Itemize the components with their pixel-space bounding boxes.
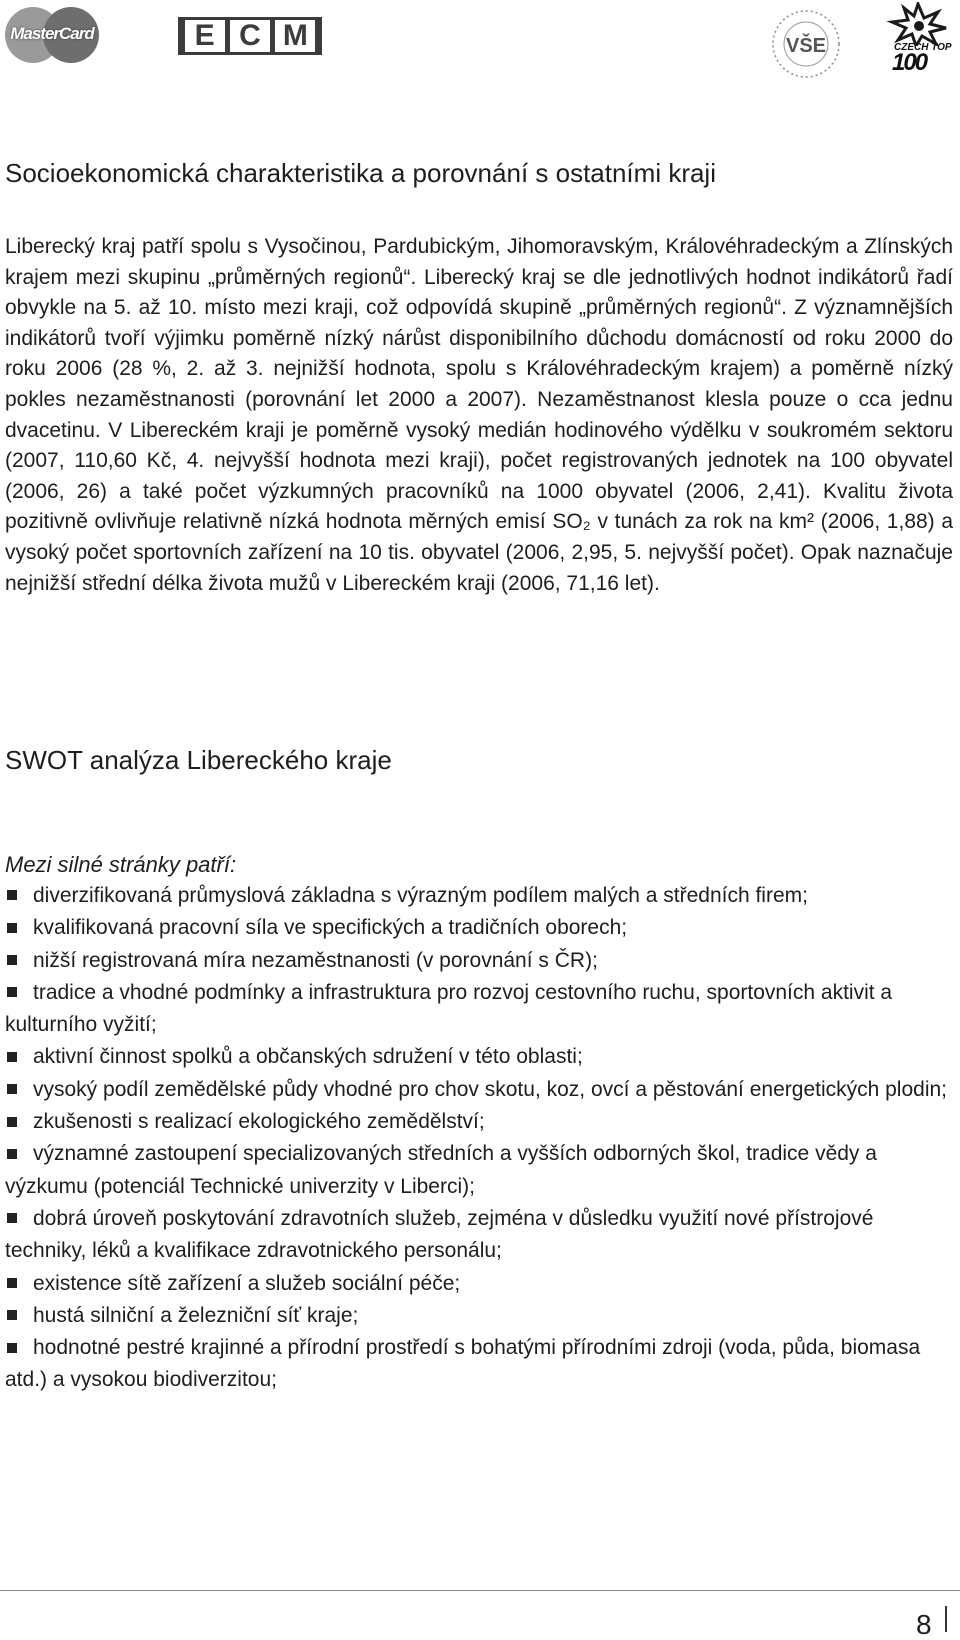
section-title-swot: SWOT analýza Libereckého kraje [5,745,392,775]
list-item: dobrá úroveň poskytování zdravotních služeb, zejména v důsledku využití nové přístrojové techniky, léků a kvalifikace zdravotnického personálu; [5,1206,874,1263]
page-number: 8 [916,1609,932,1640]
list-item: tradice a vhodné podmínky a infrastruktura pro rozvoj cestovního ruchu, sportovních aktivit a kulturního vyžití; [5,980,893,1037]
list-item: kvalifikovaná pracovní síla ve specifických a tradičních oborech; [5,912,955,944]
square-bullet-icon [7,1213,17,1223]
square-bullet-icon [7,955,17,965]
section-title-socioeconomic: Socioekonomická charakteristika a porovnání s ostatními kraji [5,158,716,188]
mastercard-logo: MasterCard [3,5,101,65]
square-bullet-icon [7,1084,17,1094]
square-bullet-icon [7,923,17,933]
list-item: zkušenosti s realizací ekologického zemědělství; [5,1106,955,1138]
socioeconomic-paragraph: Liberecký kraj patří spolu s Vysočinou, Pardubickým, Jihomoravským, Královéhradeckým a Zlínských krajem mezi skupinu „průměrných regionů“. Liberecký kraj se dle jednotlivých hodnot indikátorů řadí obvykle na 5. až 10. místo mezi kraji, což odpovídá skupině „průměrných regionů“. Z významnějších indikátorů tvoří výjimku poměrně nízký nárůst disponibilního důchodu domácností od roku 2000 do roku 2006 (28 %, 2. až 3. nejnižší hodnota, spolu s Královéhradeckým krajem) a poměrně nízký pokles nezaměstnanosti (porovnání let 2000 a 2007). Nezaměstnanost klesla pouze o cca jednu dvacetinu. V Libereckém kraji je poměrně vysoký medián hodinového výdělku v soukromém sektoru (2007, 110,60 Kč, 4. nejvyšší hodnota mezi kraji), počet registrovaných jednotek na 100 obyvatel (2006, 26) a také počet výzkumných pracovníků na 1000 obyvatel (2006, 2,41). Kvalitu života pozitivně ovlivňuje relativně nízká hodnota měrných emisí SO₂ v tunách za rok na km² (2006, 1,88) a vysoký počet sportovních zařízení na 10 tis. obyvatel (2006, 2,95, 5. nejvyšší počet). Opak naznačuje nejnižší střední délka života mužů v Libereckém kraji (2006, 71,16 let). [5,235,953,595]
square-bullet-icon [7,890,17,900]
strengths-intro: Mezi silné stránky patří: [5,852,237,877]
svg-text:VŠE: VŠE [785,35,827,57]
list-item: hustá silniční a železniční síť kraje; [5,1300,955,1332]
square-bullet-icon [7,1117,17,1127]
square-bullet-icon [7,1149,17,1159]
star-leaf-icon [880,2,960,46]
ecm-logo: E C M [178,17,322,55]
list-item: nižší registrovaná míra nezaměstnanosti (v porovnání s ČR); [5,945,955,977]
list-item: hodnotné pestré krajinné a přírodní prostředí s bohatými přírodními zdroji (voda, půda, biomasa atd.) a vysokou biodiverzitou; [5,1336,921,1392]
footer-divider [0,1590,960,1591]
square-bullet-icon [7,1343,17,1353]
list-item: vysoký podíl zemědělské půdy vhodné pro chov skotu, koz, ovcí a pěstování energetických plodin; [5,1074,955,1106]
strengths-list [5,880,955,1397]
list-item: aktivní činnost spolků a občanských sdružení v této oblasti; [5,1041,955,1073]
square-bullet-icon [7,1278,17,1288]
square-bullet-icon [7,1052,17,1062]
list-item: významné zastoupení specializovaných středních a vyšších odborných škol, tradice vědy a výzkumu (potenciál Technické univerzity v Liberci); [5,1142,877,1198]
list-item: existence sítě zařízení a služeb sociální péče; [5,1268,955,1300]
square-bullet-icon [7,987,17,997]
vse-logo [770,8,842,80]
square-bullet-icon [7,1310,17,1320]
czech-top-100-logo: CZECH TOP 100 [880,2,960,72]
list-item: diverzifikovaná průmyslová základna s výrazným podílem malých a středních firem; [5,880,955,912]
page-number-bar [945,1606,947,1632]
